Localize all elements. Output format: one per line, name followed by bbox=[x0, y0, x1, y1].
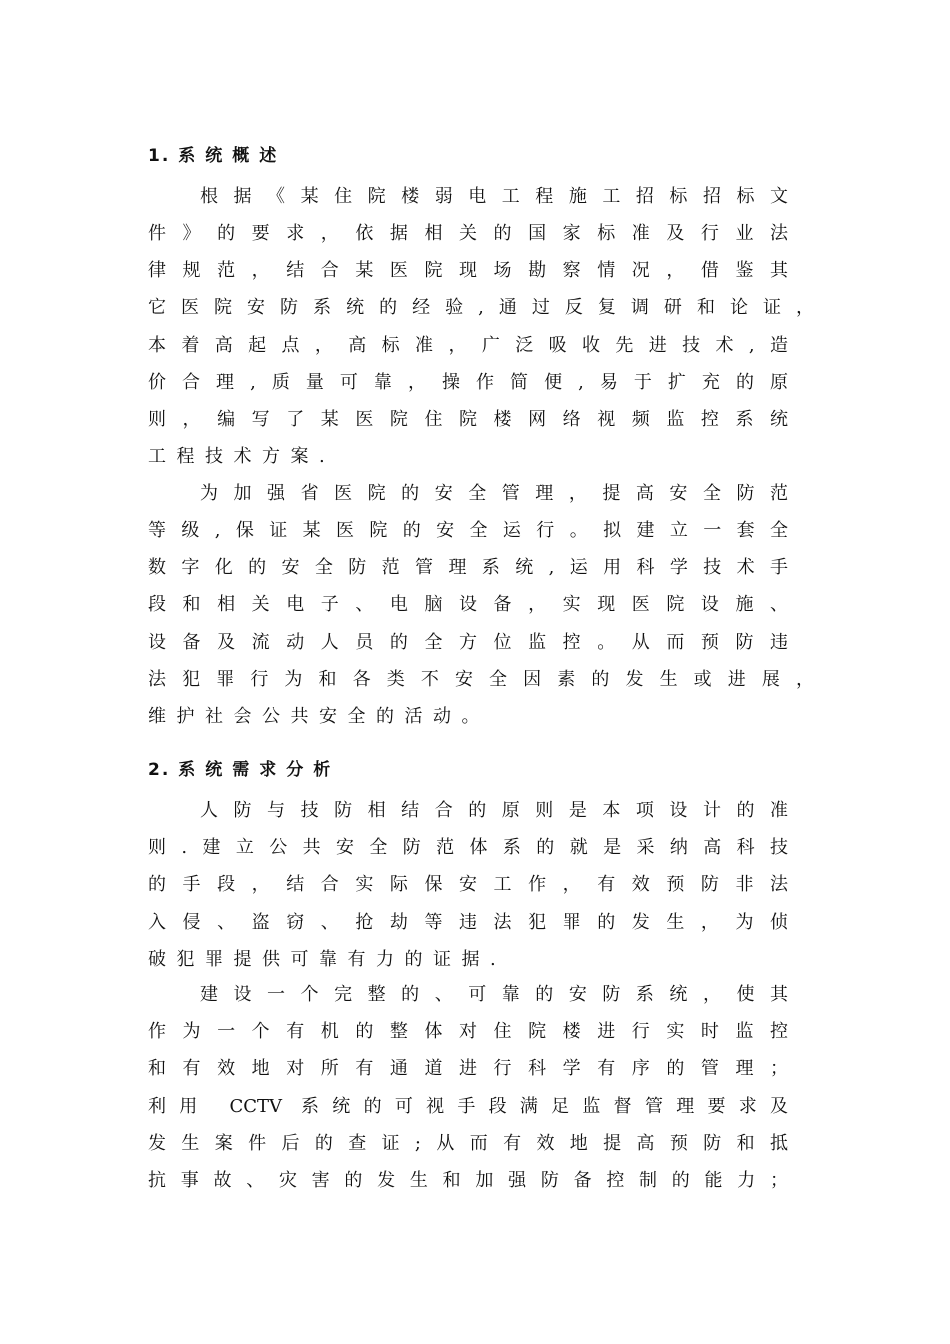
paragraph-line: 等级,保证某医院的安全运行。拟建立一套全 bbox=[148, 520, 788, 541]
paragraph-line: 段和相关电子、电脑设备，实现医院设施、 bbox=[148, 594, 788, 615]
paragraph-line: 维护社会公共安全的活动。 bbox=[148, 706, 490, 727]
section-number: 2. bbox=[148, 760, 171, 780]
paragraph-line: 律规范，结合某医院现场勘察情况，借鉴其 bbox=[148, 260, 788, 281]
paragraph-line: 作为一个有机的整体对住院楼进行实时监控 bbox=[148, 1021, 788, 1042]
paragraph-line: 利用 CCTV 系统的可视手段满足监督管理要求及 bbox=[148, 1096, 788, 1117]
section-heading-1 bbox=[148, 144, 286, 168]
paragraph-line: 它医院安防系统的经验,通过反复调研和论证， bbox=[148, 297, 814, 318]
paragraph-line: 则.建立公共安全防范体系的就是采纳高科技 bbox=[148, 837, 788, 858]
paragraph-line: 法犯罪行为和各类不安全因素的发生或进展， bbox=[148, 669, 814, 690]
paragraph-line: 数字化的安全防范管理系统,运用科学技术手 bbox=[148, 557, 788, 578]
paragraph-line: 建设一个完整的、可靠的安防系统，使其 bbox=[200, 984, 788, 1005]
paragraph-line: 价合理,质量可靠，操作简便,易于扩充的原 bbox=[148, 372, 788, 393]
paragraph-line: 则，编写了某医院住院楼网络视频监控系统 bbox=[148, 409, 788, 430]
paragraph-line: 人防与技防相结合的原则是本项设计的准 bbox=[200, 800, 788, 821]
section-number: 1. bbox=[148, 146, 171, 166]
paragraph-line: 和有效地对所有通道进行科学有序的管理； bbox=[148, 1058, 788, 1079]
section-title: 系统需求分析 bbox=[178, 760, 341, 780]
paragraph-line: 本着高起点，高标准，广泛吸收先进技术,造 bbox=[148, 335, 788, 356]
paragraph-line: 发生案件后的查证;从而有效地提高预防和抵 bbox=[148, 1133, 788, 1154]
paragraph-line: 根据《某住院楼弱电工程施工招标招标文 bbox=[200, 186, 788, 207]
paragraph-line: 工程技术方案. bbox=[148, 446, 336, 467]
paragraph-line: 的手段，结合实际保安工作，有效预防非法 bbox=[148, 874, 788, 895]
paragraph-line: 设备及流动人员的全方位监控。从而预防违 bbox=[148, 632, 788, 653]
paragraph-line: 件》的要求，依据相关的国家标准及行业法 bbox=[148, 223, 788, 244]
section-heading-2 bbox=[148, 758, 340, 782]
paragraph-line: 入侵、盗窃、抢劫等违法犯罪的发生，为侦 bbox=[148, 912, 788, 933]
paragraph-line: 为加强省医院的安全管理，提高安全防范 bbox=[200, 483, 788, 504]
section-title: 系统概述 bbox=[178, 146, 287, 166]
paragraph-line: 破犯罪提供可靠有力的证据. bbox=[148, 949, 507, 970]
paragraph-line: 抗事故、灾害的发生和加强防备控制的能力； bbox=[148, 1170, 788, 1191]
